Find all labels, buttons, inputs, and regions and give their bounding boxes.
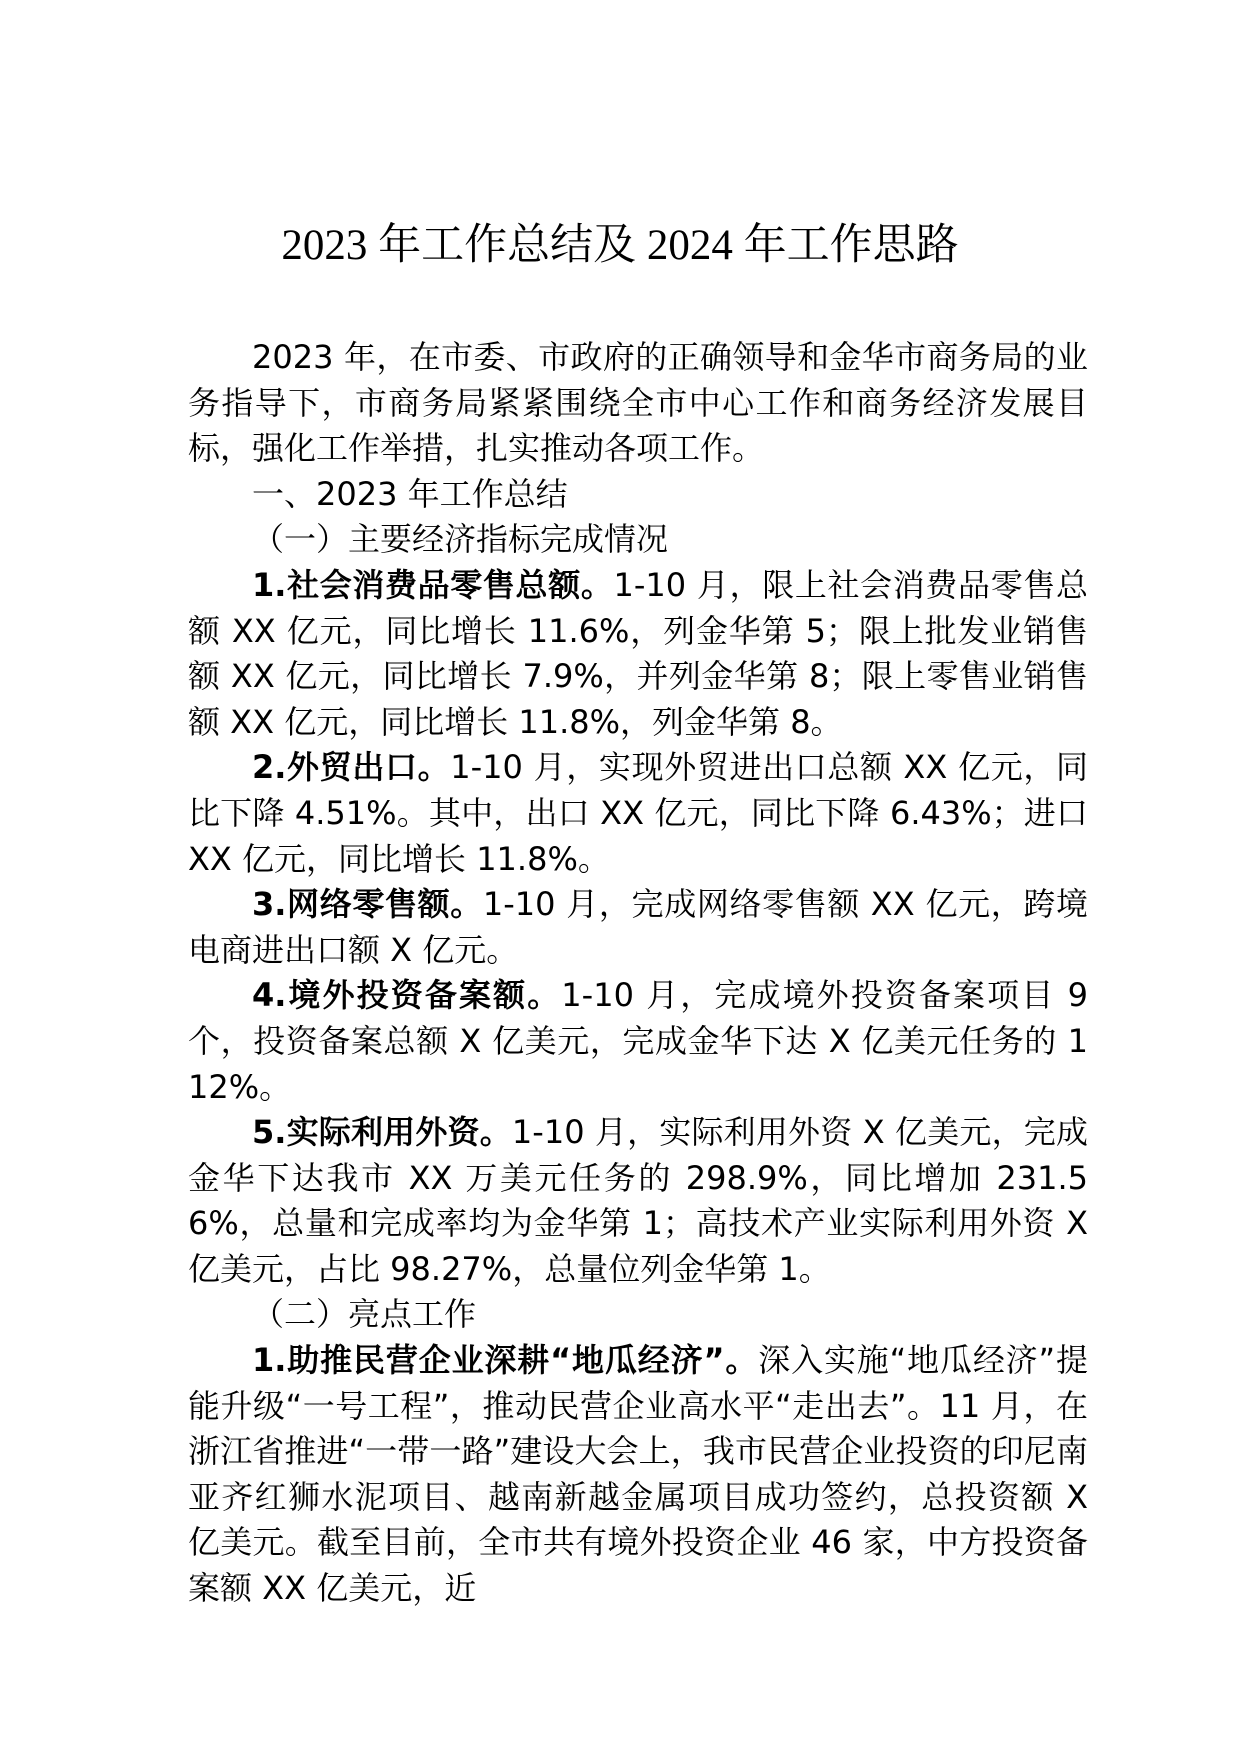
highlight-private-enterprise-lead: 1.助推民营企业深耕“地瓜经济”。 — [252, 1341, 759, 1380]
document-title: 2023 年工作总结及 2024 年工作思路 — [281, 222, 959, 269]
item-foreign-trade-text: 1-10 月，实现外贸进出口总额 XX 亿元，同比下降 4.51%。其中，出口 XX 亿元，同比下降 6.43%；进口 XX 亿元，同比增长 11.8%。 — [188, 748, 1088, 878]
item-overseas-investment-text: 1-10 月，完成境外投资备案项目 9 个，投资备案总额 X 亿美元，完成金华下达 X 亿美元任务的 112%。 — [188, 976, 1088, 1106]
section-heading-1: 一、2023 年工作总结 — [252, 474, 568, 513]
item-online-retail — [188, 882, 1088, 973]
item-retail-sales — [188, 563, 1088, 745]
item-overseas-investment-lead: 4.境外投资备案额。 — [252, 976, 562, 1015]
item-retail-sales-text: 1-10 月，限上社会消费品零售总额 XX 亿元，同比增长 11.6%，列金华第 5；限上批发业销售额 XX 亿元，同比增长 7.9%，并列金华第 8；限上零售业销售额 XX 亿元，同比增长 11.8%，列金华第 8。 — [188, 565, 1088, 741]
intro-paragraph: 2023 年，在市委、市政府的正确领导和金华市商务局的业务指导下，市商务局紧紧围绕全市中心工作和商务经济发展目标，强化工作举措，扎实推动各项工作。 — [188, 338, 1088, 468]
item-foreign-capital-text: 1-10 月，实际利用外资 X 亿美元，完成金华下达我市 XX 万美元任务的 298.9%，同比增加 231.56%，总量和完成率均为金华第 1；高技术产业实际利用外资 X 亿美元，占比 98.27%，总量位列金华第 1。 — [188, 1113, 1088, 1288]
item-overseas-investment — [188, 973, 1088, 1110]
item-foreign-trade — [188, 745, 1088, 882]
item-foreign-capital — [188, 1110, 1088, 1292]
subsection-heading-highlights: （二）亮点工作 — [252, 1295, 477, 1334]
highlight-private-enterprise-text: 深入实施“地瓜经济”提能升级“一号工程”，推动民营企业高水平“走出去”。11 月，在浙江省推进“一带一路”建设大会上，我市民营企业投资的印尼南亚齐红狮水泥项目、越南新越金属项目成功签约，总投资额 X 亿美元。截至目前，全市共有境外投资企业 46 家，中方投资备案额 XX 亿美元，近 — [188, 1341, 1088, 1608]
item-online-retail-lead: 3.网络零售额。 — [252, 885, 483, 924]
document-body — [188, 335, 1088, 1612]
item-foreign-capital-lead: 5.实际利用外资。 — [252, 1113, 512, 1152]
item-foreign-trade-lead: 2.外贸出口。 — [252, 748, 451, 787]
item-retail-sales-lead: 1.社会消费品零售总额。 — [252, 565, 614, 604]
item-online-retail-text: 1-10 月，完成网络零售额 XX 亿元，跨境电商进出口额 X 亿元。 — [188, 885, 1088, 969]
subsection-heading-economic-indicators: （一）主要经济指标完成情况 — [252, 520, 669, 559]
highlight-private-enterprise — [188, 1338, 1088, 1612]
